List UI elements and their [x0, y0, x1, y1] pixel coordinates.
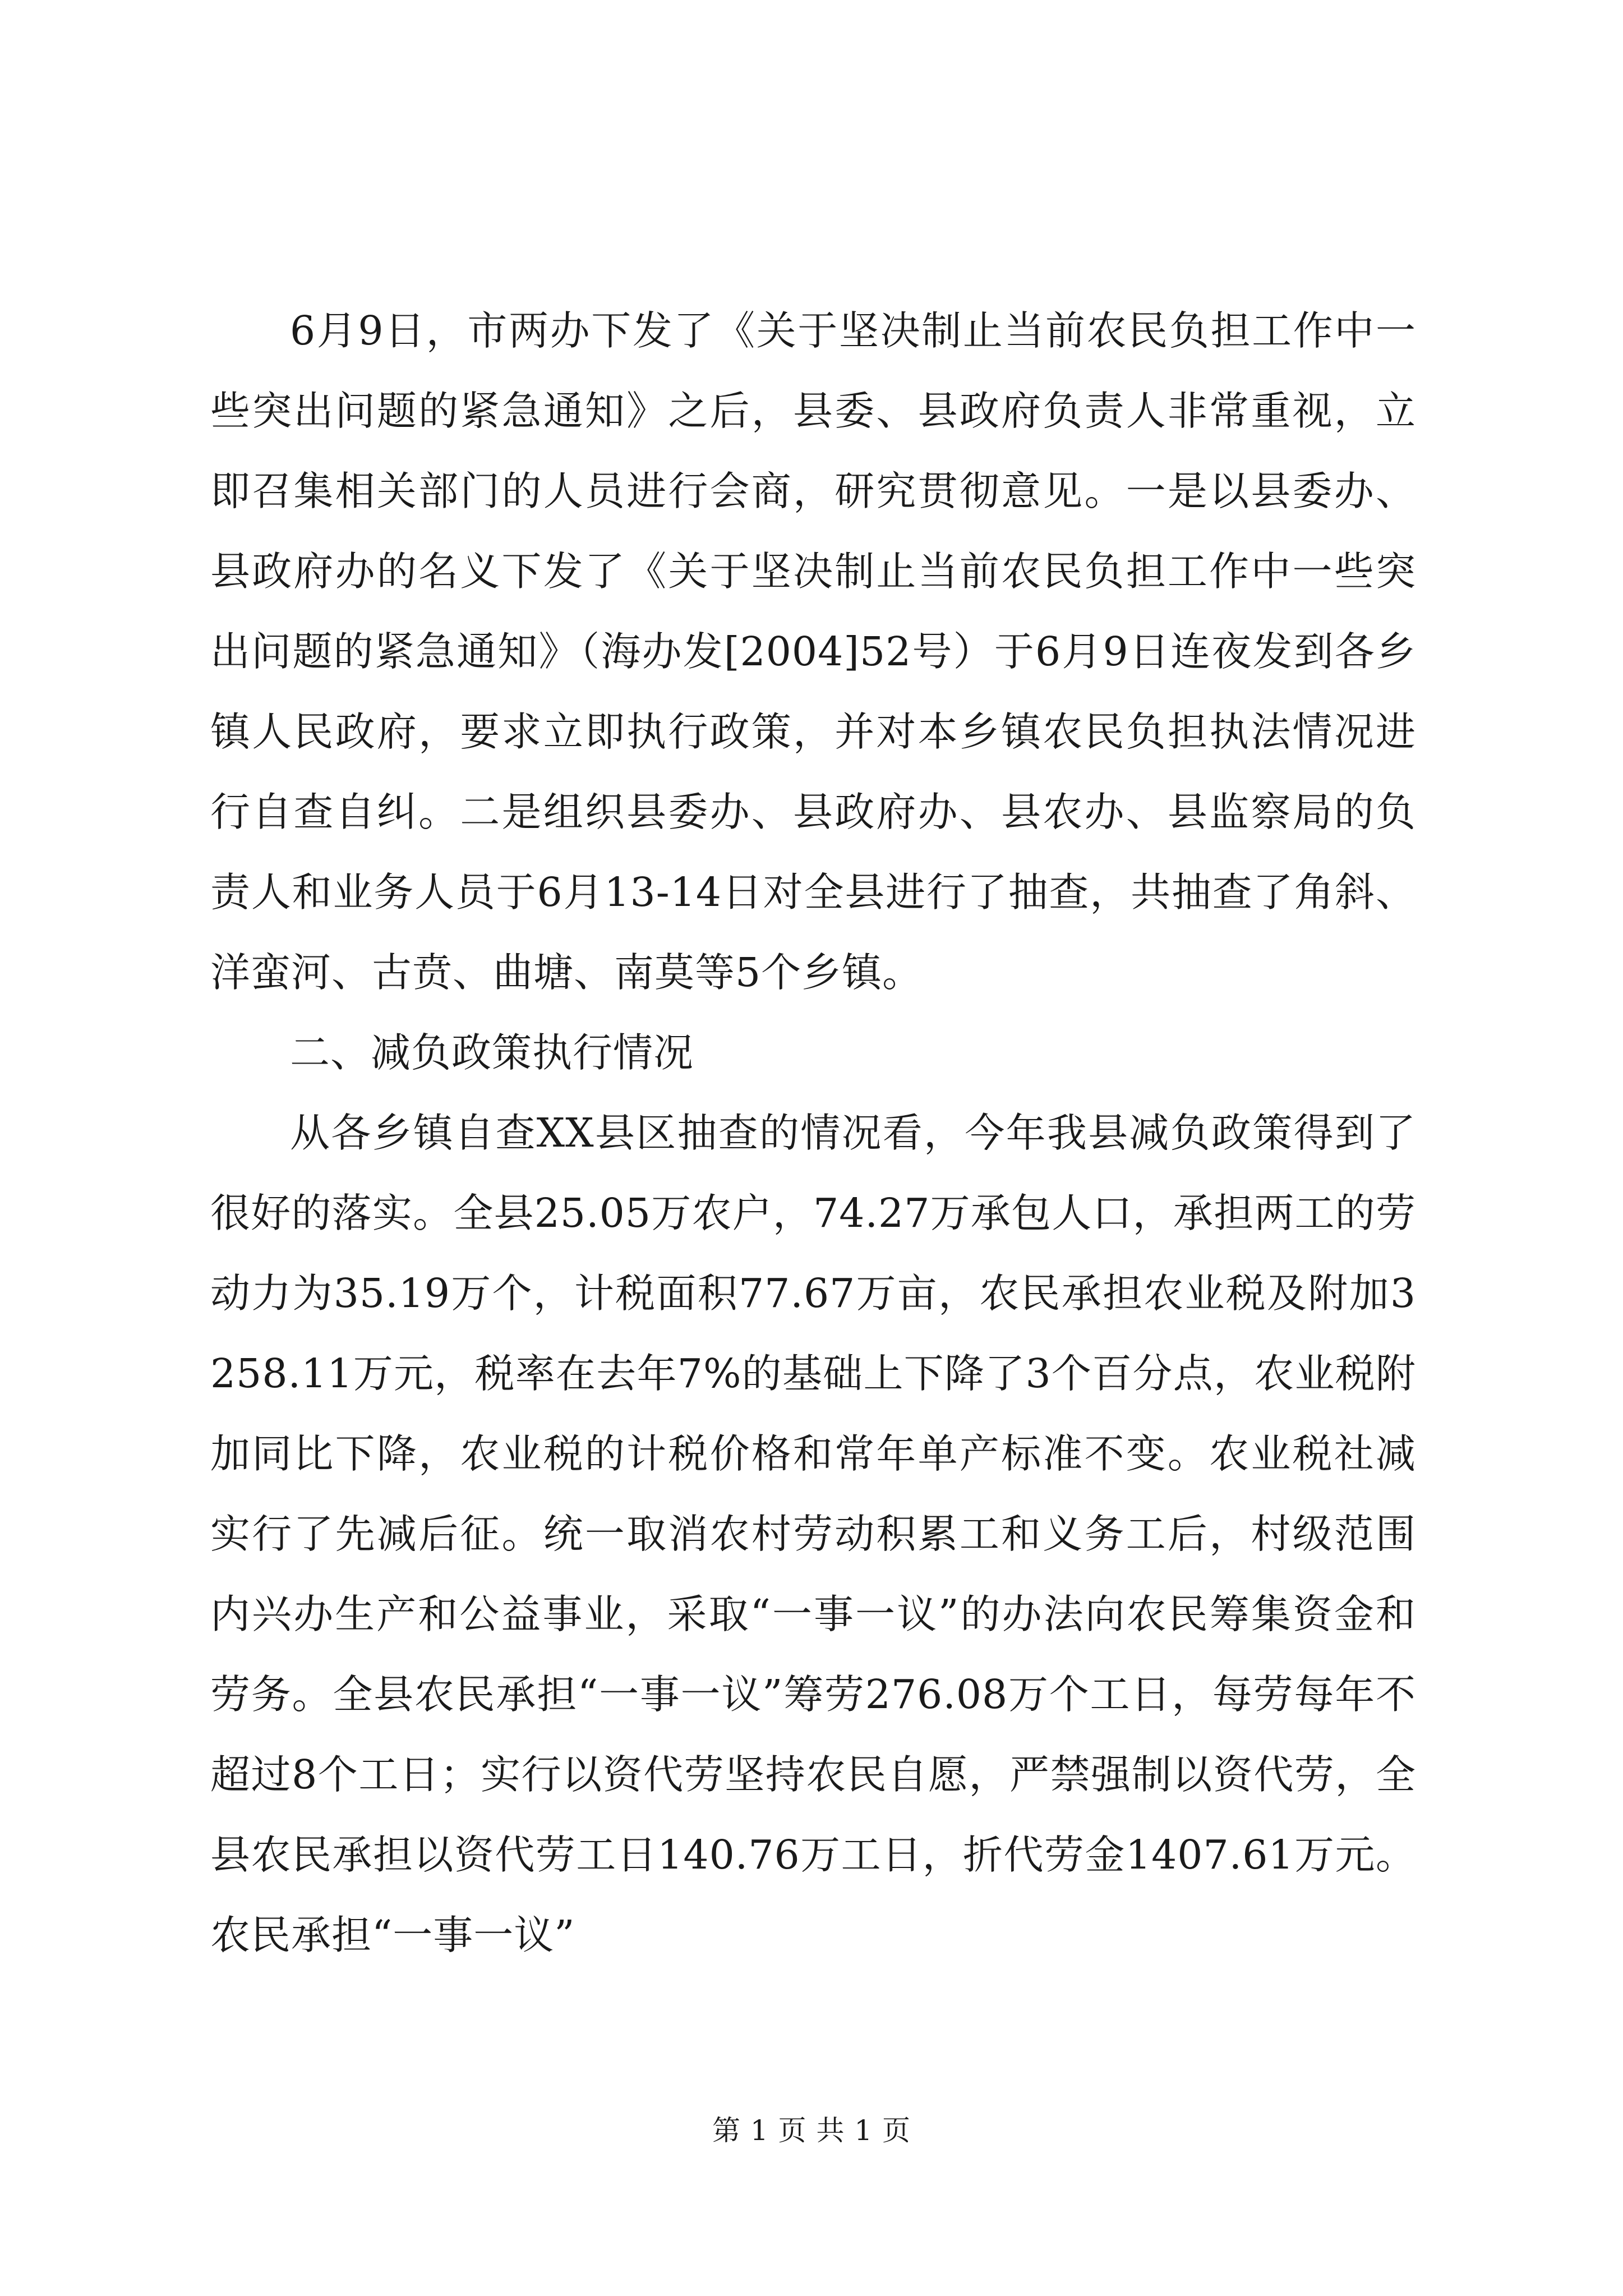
document-body	[210, 291, 1416, 1975]
paragraph-notice-implementation: 6月9日，市两办下发了《关于坚决制止当前农民负担工作中一些突出问题的紧急通知》之后，县委、县政府负责人非常重视，立即召集相关部门的人员进行会商，研究贯彻意见。一是以县委办、县政府办的名义下发了《关于坚决制止当前农民负担工作中一些突出问题的紧急通知》（海办发[2004]52号）于6月9日连夜发到各乡镇人民政府，要求立即执行政策，并对本乡镇农民负担执法情况进行自查自纠。二是组织县委办、县政府办、县农办、县监察局的负责人和业务人员于6月13-14日对全县进行了抽查，共抽查了角斜、洋蛮河、古贲、曲塘、南莫等5个乡镇。	[210, 307, 1416, 996]
page-footer: 第 1 页 共 1 页	[712, 2114, 911, 2147]
paragraph-policy-implementation: 从各乡镇自查XX县区抽查的情况看，今年我县减负政策得到了很好的落实。全县25.05万农户，74.27万承包人口，承担两工的劳动力为35.19万个，计税面积77.67万亩，农民承担农业税及附加3258.11万元，税率在去年7%的基础上下降了3个百分点，农业税附加同比下降，农业税的计税价格和常年单产标准不变。农业税社减实行了先减后征。统一取消农村劳动积累工和义务工后，村级范围内兴办生产和公益事业，采取“一事一议”的办法向农民筹集资金和劳务。全县农民承担“一事一议”筹劳276.08万个工日，每劳每年不超过8个工日；实行以资代劳坚持农民自愿，严禁强制以资代劳，全县农民承担以资代劳工日140.76万工日，折代劳金1407.61万元。农民承担“一事一议”	[210, 1110, 1416, 1958]
section-heading: 二、减负政策执行情况	[290, 1029, 694, 1076]
